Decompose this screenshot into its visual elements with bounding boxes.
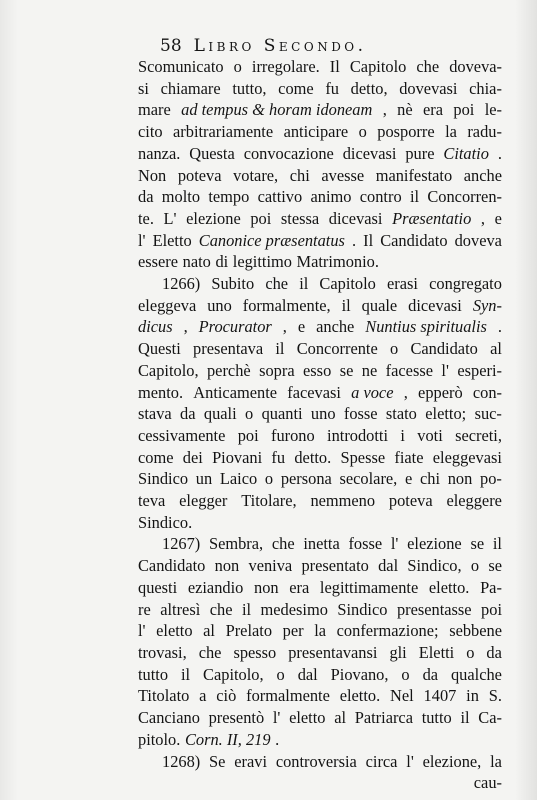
text-line: 1266) Subito che il Capitolo erasi congregato — [162, 274, 502, 294]
text-line: cau- — [473, 773, 502, 793]
text-line: teva elegger Titolare, nemmeno poteva eleggere — [138, 491, 502, 511]
text-line: 1268) Se eravi controversia circa l' elezione, la — [162, 751, 502, 771]
text-line: come dei Piovani fu detto. Spesse fiate eleggevasi — [138, 447, 502, 467]
text-line: essere nato di legittimo Matrimonio. — [138, 252, 379, 272]
text-line: l' Eletto Canonice præsentatus . Il Candidato doveva — [138, 230, 502, 250]
text-line: pitolo. Corn. II, 219 . — [138, 729, 280, 749]
text-line: 1267) Sembra, che inetta fosse l' elezione se il — [162, 534, 502, 554]
text-line: Sindico un Laico o persona secolare, e chi non po- — [138, 469, 502, 489]
text-line: Canciano presentò l' eletto al Patriarca tutto il Ca- — [138, 708, 502, 728]
text-line: re altresì che il medesimo Sindico presentasse poi — [138, 599, 502, 619]
text-line: l' eletto al Prelato per la confermazione; sebbene — [138, 621, 502, 641]
running-header — [160, 36, 367, 56]
running-title: Libro Secondo. — [193, 36, 367, 56]
text-line: Scomunicato o irregolare. Il Capitolo che doveva- — [138, 57, 502, 76]
page-number: 58 — [160, 36, 182, 56]
text-line: tutto il Capitolo, o dal Piovano, o da qualche — [138, 664, 502, 684]
text-line: Sindico. — [138, 512, 193, 532]
text-line: Candidato non veniva presentato dal Sindico, o se — [138, 556, 502, 576]
text-line: da molto tempo cattivo animo contro il Concorren- — [138, 187, 502, 207]
text-line: Titolato a ciò formalmente eletto. Nel 1407 in S. — [138, 686, 502, 706]
text-line: cessivamente poi furono introdotti i voti secreti, — [138, 425, 502, 445]
text-line: Capitolo, perchè sopra esso se ne facesse l' esperi- — [138, 360, 502, 380]
text-line: Non poteva votare, chi avesse manifestato anche — [138, 165, 502, 185]
text-line: questi eziandio non era legittimamente eletto. Pa- — [138, 577, 502, 597]
text-line: mare ad tempus & horam idoneam , nè era poi le- — [138, 100, 502, 120]
text-line: trovasi, che spesso presentavansi gli Eletti o da — [138, 642, 502, 662]
text-line: te. L' elezione poi stessa dicevasi Præsentatio , e — [138, 208, 502, 228]
text-line: nanza. Questa convocazione dicevasi pure Citatio . — [138, 143, 502, 163]
body-text — [138, 56, 502, 794]
text-line: eleggeva uno formalmente, il quale dicevasi Syn- — [138, 295, 502, 315]
text-line: mento. Anticamente facevasi a voce , epperò con- — [138, 382, 502, 402]
text-line: Questi presentava il Concorrente o Candidato al — [138, 339, 502, 359]
text-line: si chiamare tutto, come fu detto, dovevasi chia- — [138, 78, 502, 98]
text-line: dicus , Procurator , e anche Nuntius spiritualis . — [138, 317, 502, 337]
text-line: stava da quali o quanti uno fosse stato eletto; suc- — [138, 404, 502, 424]
text-line: cito arbitrariamente anticipare o posporre la radu- — [138, 122, 502, 142]
